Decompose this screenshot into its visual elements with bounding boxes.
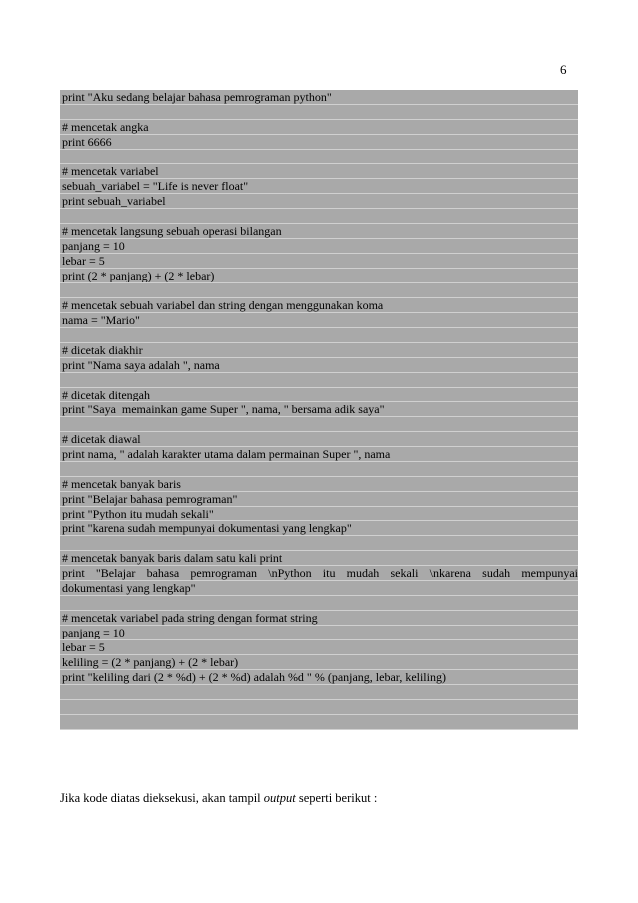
caption [60, 791, 377, 806]
code-line [60, 150, 578, 165]
code-line: nama = "Mario" [60, 313, 578, 328]
code-line: # mencetak langsung sebuah operasi bilangan [60, 224, 578, 239]
caption-text-before: Jika kode diatas dieksekusi, akan tampil [60, 791, 264, 805]
code-line [60, 596, 578, 611]
code-line: print "Belajar bahasa pemrograman" [60, 492, 578, 507]
caption-text-after: seperti berikut : [295, 791, 378, 805]
code-line: panjang = 10 [60, 239, 578, 254]
code-line [60, 462, 578, 477]
code-line: print sebuah_variabel [60, 194, 578, 209]
code-line: # mencetak sebuah variabel dan string dengan menggunakan koma [60, 298, 578, 313]
code-line: print "Belajar bahasa pemrograman \nPython itu mudah sekali \nkarena sudah mempunyai [62, 566, 578, 580]
code-line: print (2 * panjang) + (2 * lebar) [60, 269, 578, 284]
code-line: # mencetak variabel [60, 164, 578, 179]
code-line [60, 209, 578, 224]
code-line: # dicetak diakhir [60, 343, 578, 358]
code-line: # mencetak variabel pada string dengan format string [60, 611, 578, 626]
code-line: # mencetak banyak baris [60, 477, 578, 492]
code-line [60, 283, 578, 298]
code-line: print 6666 [60, 135, 578, 150]
code-line [60, 417, 578, 432]
code-line: keliling = (2 * panjang) + (2 * lebar) [60, 655, 578, 670]
code-line: # mencetak angka [60, 120, 578, 135]
code-line [60, 536, 578, 551]
code-line: print "keliling dari (2 * %d) + (2 * %d) adalah %d " % (panjang, lebar, keliling) [60, 670, 578, 685]
code-line: # dicetak ditengah [60, 388, 578, 403]
code-line: dokumentasi yang lengkap" [60, 581, 578, 596]
code-line: print "Saya memainkan game Super ", nama, " bersama adik saya" [60, 402, 578, 417]
code-line [60, 105, 578, 120]
code-line [60, 715, 578, 730]
caption-emphasis: output [263, 791, 296, 805]
code-line: print "Nama saya adalah ", nama [60, 358, 578, 373]
code-line [60, 700, 578, 715]
code-line: print "Aku sedang belajar bahasa pemrograman python" [60, 90, 578, 105]
code-line: print "karena sudah mempunyai dokumentasi yang lengkap" [60, 521, 578, 536]
code-line: sebuah_variabel = "Life is never float" [60, 179, 578, 194]
code-line: lebar = 5 [60, 640, 578, 655]
code-line: # dicetak diawal [60, 432, 578, 447]
code-line: lebar = 5 [60, 254, 578, 269]
code-line: print nama, " adalah karakter utama dalam permainan Super ", nama [60, 447, 578, 462]
code-line [60, 373, 578, 388]
code-line: # mencetak banyak baris dalam satu kali print [60, 551, 578, 566]
code-line: panjang = 10 [60, 626, 578, 641]
code-line [60, 328, 578, 343]
page-number: 6 [560, 62, 567, 77]
code-block [60, 90, 578, 730]
code-line [60, 685, 578, 700]
code-line: print "Python itu mudah sekali" [60, 507, 578, 522]
